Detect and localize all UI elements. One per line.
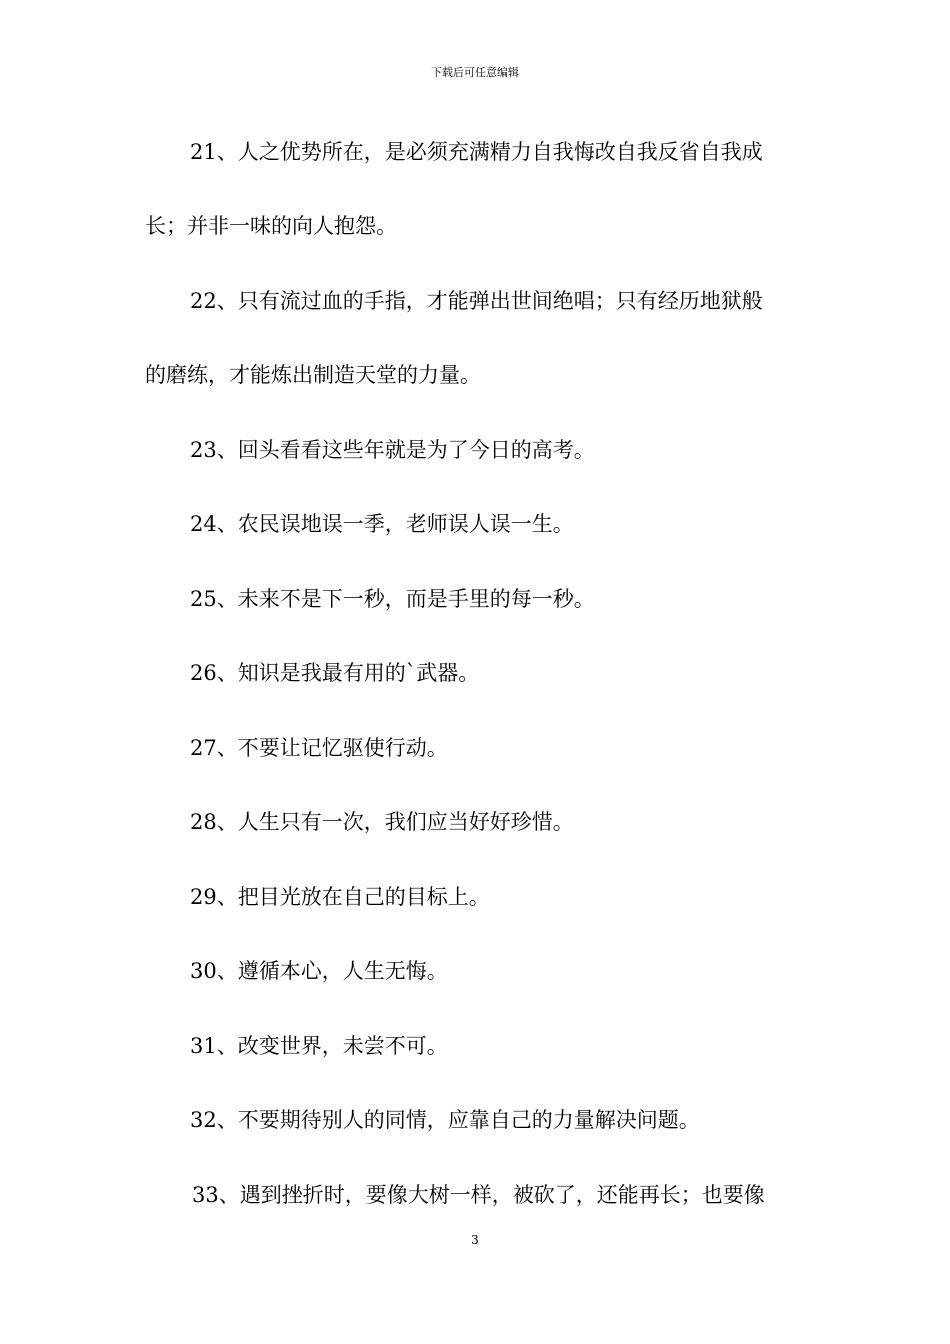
- text-line-26: 26、知识是我最有用的`武器。: [190, 661, 480, 685]
- text-line-25: 25、未来不是下一秒，而是手里的每一秒。: [190, 587, 595, 611]
- text-line-22a: 22、只有流过血的手指，才能弹出世间绝唱；只有经历地狱般: [190, 289, 763, 313]
- text-line-28: 28、人生只有一次，我们应当好好珍惜。: [190, 810, 574, 834]
- text-line-21a: 21、人之优势所在，是必须充满精力自我悔改自我反省自我成: [190, 140, 763, 164]
- text-line-21b: 长；并非一味的向人抱怨。: [145, 214, 397, 238]
- text-line-31: 31、改变世界，未尝不可。: [190, 1034, 448, 1058]
- text-line-22b: 的磨练，才能炼出制造天堂的力量。: [145, 363, 481, 387]
- text-line-30: 30、遵循本心，人生无悔。: [190, 959, 448, 983]
- text-line-27: 27、不要让记忆驱使行动。: [190, 736, 448, 760]
- text-line-33: 33、遇到挫折时，要像大树一样，被砍了，还能再长；也要像: [192, 1183, 765, 1207]
- text-line-29: 29、把目光放在自己的目标上。: [190, 885, 490, 909]
- page-header: 下载后可任意编辑: [431, 66, 519, 79]
- text-line-23: 23、回头看看这些年就是为了今日的高考。: [190, 438, 595, 462]
- text-line-24: 24、农民误地误一季，老师误人误一生。: [190, 512, 574, 536]
- text-line-32: 32、不要期待别人的同情，应靠自己的力量解决问题。: [190, 1108, 700, 1132]
- page-number: 3: [471, 1233, 479, 1247]
